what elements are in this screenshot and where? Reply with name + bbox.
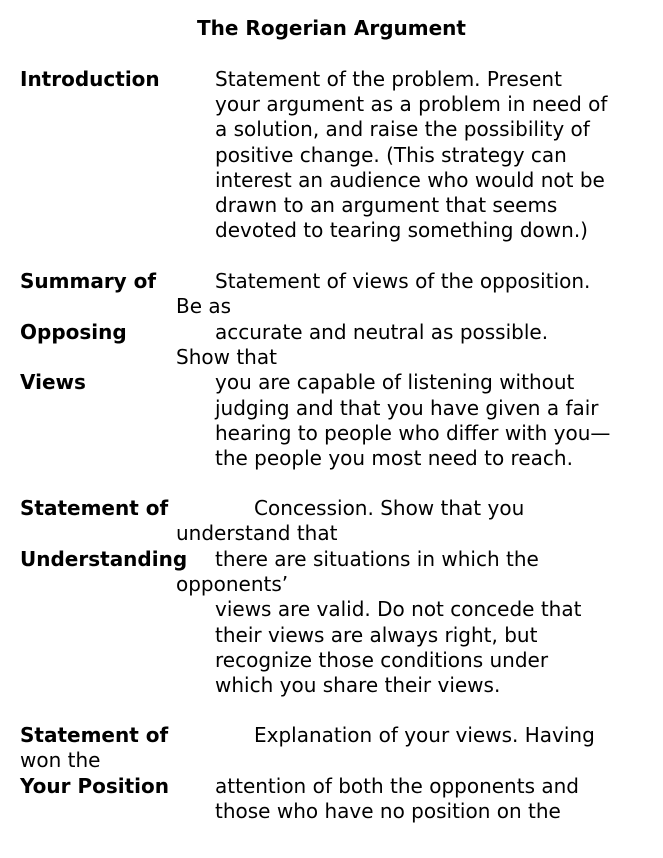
body-line: devoted to tearing something down.): [215, 218, 588, 242]
body-line-indented: Explanation of your views. Having: [254, 723, 595, 747]
body-line: attention of both the opponents and: [215, 774, 579, 798]
body-line: which you share their views.: [215, 673, 501, 697]
section-label-summary-of: Summary of: [20, 269, 157, 293]
body-line: a solution, and raise the possibility of: [215, 117, 590, 141]
body-line: views are valid. Do not concede that: [215, 597, 582, 621]
section-label-understanding: Understanding: [20, 547, 188, 571]
body-line-wrapped: Show that: [176, 345, 277, 369]
body-line: hearing to people who differ with you—: [215, 421, 611, 445]
section-label-views: Views: [20, 370, 86, 394]
body-line: there are situations in which the: [215, 547, 539, 571]
body-line: your argument as a problem in need of: [215, 92, 608, 116]
body-line: those who have no position on the: [215, 799, 561, 823]
body-line-wrapped: won the: [20, 748, 101, 772]
body-line-indented: Concession. Show that you: [254, 496, 525, 520]
section-label-statement-of: Statement of: [20, 723, 169, 747]
body-line: their views are always right, but: [215, 623, 538, 647]
body-line: recognize those conditions under: [215, 648, 549, 672]
body-line: drawn to an argument that seems: [215, 193, 558, 217]
section-label-opposing: Opposing: [20, 320, 127, 344]
section-label-statement-of: Statement of: [20, 496, 169, 520]
body-line: positive change. (This strategy can: [215, 143, 567, 167]
body-line: the people you most need to reach.: [215, 446, 573, 470]
body-line: Statement of views of the opposition.: [215, 269, 591, 293]
body-line: judging and that you have given a fair: [215, 396, 599, 420]
body-line: Statement of the problem. Present: [215, 67, 562, 91]
body-line: you are capable of listening without: [215, 370, 575, 394]
section-label-your-position: Your Position: [20, 774, 170, 798]
section-label-introduction: Introduction: [20, 67, 160, 91]
document-title: The Rogerian Argument: [197, 16, 466, 40]
body-line-wrapped: Be as: [176, 294, 232, 318]
body-line-wrapped: opponents’: [176, 572, 289, 596]
body-line: accurate and neutral as possible.: [215, 320, 549, 344]
body-line: interest an audience who would not be: [215, 168, 605, 192]
body-line-wrapped: understand that: [176, 521, 338, 545]
